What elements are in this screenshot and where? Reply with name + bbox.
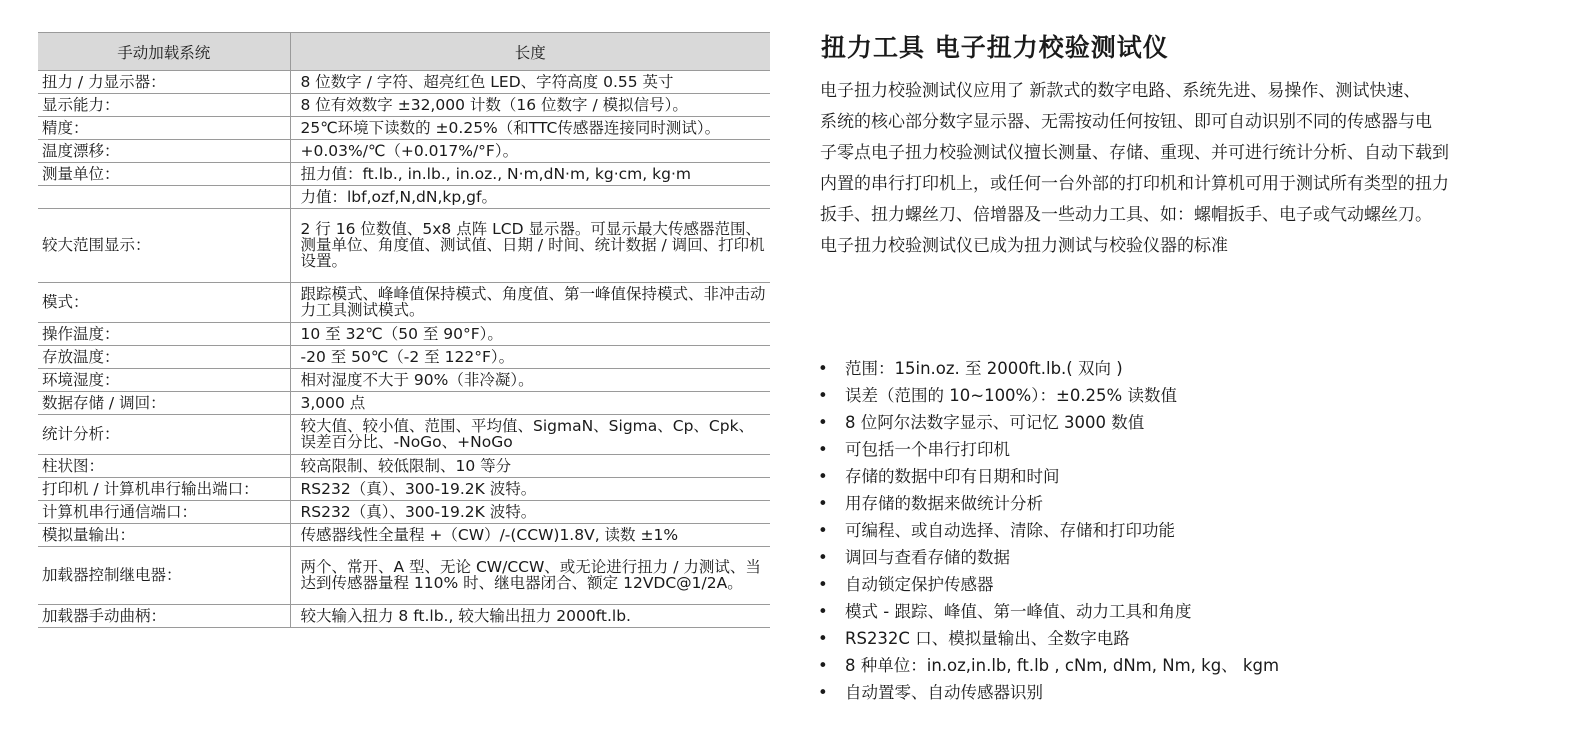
table-row <box>38 186 770 209</box>
table-row <box>38 501 770 524</box>
list-item <box>818 679 1279 706</box>
spec-key: 打印机 / 计算机串行输出端口： <box>38 478 290 501</box>
spec-value: 扭力值：ft.lb., in.lb., in.oz., N·m,dN·m, kg·cm, kg·m <box>290 163 770 186</box>
list-item <box>818 355 1279 382</box>
feature-text: 用存储的数据来做统计分析 <box>845 494 1043 513</box>
bullet-icon: • <box>818 629 828 648</box>
bullet-icon: • <box>818 548 828 567</box>
spec-key: 柱状图： <box>38 455 290 478</box>
table-row <box>38 455 770 478</box>
spec-value: 25℃环境下读数的 ±0.25%（和TTC传感器连接同时测试）。 <box>290 117 770 140</box>
feature-text: 可包括一个串行打印机 <box>845 440 1010 459</box>
spec-key: 存放温度： <box>38 346 290 369</box>
spec-key: 计算机串行通信端口： <box>38 501 290 524</box>
bullet-icon: • <box>818 413 828 432</box>
list-item <box>818 625 1279 652</box>
spec-key: 环境湿度： <box>38 369 290 392</box>
bullet-icon: • <box>818 440 828 459</box>
feature-text: 范围：15in.oz. 至 2000ft.lb.( 双向 ) <box>845 359 1123 378</box>
spec-value: 2 行 16 位数值、5x8 点阵 LCD 显示器。可显示最大传感器范围、测量单位、角度值、测试值、日期 / 时间、统计数据 / 调回、打印机设置。 <box>290 209 770 283</box>
table-row <box>38 283 770 323</box>
bullet-icon: • <box>818 521 828 540</box>
table-row <box>38 209 770 283</box>
spec-value: 较大输入扭力 8 ft.lb., 较大输出扭力 2000ft.lb. <box>290 605 770 628</box>
spec-key: 操作温度： <box>38 323 290 346</box>
feature-text: 可编程、或自动选择、清除、存储和打印功能 <box>845 521 1175 540</box>
spec-key: 显示能力： <box>38 94 290 117</box>
header-length: 长度 <box>290 33 770 71</box>
spec-value: 8 位有效数字 ±32,000 计数（16 位数字 / 模拟信号）。 <box>290 94 770 117</box>
table-row <box>38 605 770 628</box>
feature-text: 误差（范围的 10~100%）：±0.25% 读数值 <box>845 386 1177 405</box>
spec-key: 数据存储 / 调回： <box>38 392 290 415</box>
bullet-icon: • <box>818 575 828 594</box>
spec-key: 精度： <box>38 117 290 140</box>
spec-value: -20 至 50℃（-2 至 122°F）。 <box>290 346 770 369</box>
feature-text: RS232C 口、模拟量输出、全数字电路 <box>845 629 1130 648</box>
table-row <box>38 415 770 455</box>
spec-value: 较大值、较小值、范围、平均值、SigmaN、Sigma、Cp、Cpk、误差百分比、-NoGo、+NoGo <box>290 415 770 455</box>
list-item <box>818 544 1279 571</box>
intro-line: 电子扭力校验测试仪应用了 新款式的数字电路、系统先进、易操作、测试快速、 <box>820 81 1421 101</box>
spec-key: 加载器控制继电器： <box>38 547 290 605</box>
product-intro <box>820 76 1520 262</box>
feature-text: 调回与查看存储的数据 <box>845 548 1010 567</box>
spec-value: +0.03%/℃（+0.017%/°F）。 <box>290 140 770 163</box>
spec-key: 扭力 / 力显示器： <box>38 71 290 94</box>
spec-value: 传感器线性全量程 +（CW）/-(CCW)1.8V, 读数 ±1% <box>290 524 770 547</box>
list-item <box>818 490 1279 517</box>
feature-text: 自动置零、自动传感器识别 <box>845 683 1043 702</box>
table-row <box>38 547 770 605</box>
table-row <box>38 524 770 547</box>
intro-line: 系统的核心部分数字显示器、无需按动任何按钮、即可自动识别不同的传感器与电 <box>820 112 1432 132</box>
table-row <box>38 392 770 415</box>
spec-key: 加载器手动曲柄： <box>38 605 290 628</box>
table-row <box>38 71 770 94</box>
spec-value: RS232（真）、300-19.2K 波特。 <box>290 478 770 501</box>
bullet-icon: • <box>818 656 828 675</box>
spec-value: 跟踪模式、峰峰值保持模式、角度值、第一峰值保持模式、非冲击动力工具测试模式。 <box>290 283 770 323</box>
list-item <box>818 382 1279 409</box>
spec-key: 测量单位： <box>38 163 290 186</box>
spec-key <box>38 186 290 209</box>
bullet-icon: • <box>818 683 828 702</box>
spec-value: 较高限制、较低限制、10 等分 <box>290 455 770 478</box>
table-row <box>38 478 770 501</box>
spec-key: 模拟量输出： <box>38 524 290 547</box>
list-item <box>818 598 1279 625</box>
table-row <box>38 140 770 163</box>
intro-line: 内置的串行打印机上，或任何一台外部的打印机和计算机可用于测试所有类型的扭力 <box>820 174 1449 194</box>
intro-line: 子零点电子扭力校验测试仪擅长测量、存储、重现、并可进行统计分析、自动下载到 <box>820 143 1449 163</box>
spec-value: 相对湿度不大于 90%（非冷凝）。 <box>290 369 770 392</box>
table-row <box>38 117 770 140</box>
list-item <box>818 436 1279 463</box>
table-row <box>38 163 770 186</box>
spec-value: 8 位数字 / 字符、超亮红色 LED、字符高度 0.55 英寸 <box>290 71 770 94</box>
bullet-icon: • <box>818 602 828 621</box>
spec-key: 统计分析： <box>38 415 290 455</box>
spec-key: 温度漂移： <box>38 140 290 163</box>
spec-key: 模式： <box>38 283 290 323</box>
list-item <box>818 463 1279 490</box>
bullet-icon: • <box>818 467 828 486</box>
spec-value: 3,000 点 <box>290 392 770 415</box>
intro-line: 电子扭力校验测试仪已成为扭力测试与校验仪器的标准 <box>820 236 1228 256</box>
list-item <box>818 652 1279 679</box>
list-item <box>818 517 1279 544</box>
list-item <box>818 571 1279 598</box>
header-system: 手动加载系统 <box>38 33 290 71</box>
table-row <box>38 94 770 117</box>
feature-text: 自动锁定保护传感器 <box>845 575 994 594</box>
bullet-icon: • <box>818 386 828 405</box>
feature-text: 8 种单位：in.oz,in.lb, ft.lb , cNm, dNm, Nm, kg、 kgm <box>845 656 1280 675</box>
feature-list <box>818 355 1279 706</box>
spec-value: 力值：lbf,ozf,N,dN,kp,gf。 <box>290 186 770 209</box>
spec-key: 较大范围显示： <box>38 209 290 283</box>
spec-value: RS232（真）、300-19.2K 波特。 <box>290 501 770 524</box>
feature-text: 8 位阿尔法数字显示、可记忆 3000 数值 <box>845 413 1145 432</box>
product-title: 扭力工具 电子扭力校验测试仪 <box>821 33 1169 62</box>
feature-text: 存储的数据中印有日期和时间 <box>845 467 1060 486</box>
table-row <box>38 323 770 346</box>
list-item <box>818 409 1279 436</box>
spec-table <box>38 32 770 628</box>
intro-line: 扳手、扭力螺丝刀、倍增器及一些动力工具、如：螺帽扳手、电子或气动螺丝刀。 <box>820 205 1432 225</box>
bullet-icon: • <box>818 359 828 378</box>
spec-value: 10 至 32℃（50 至 90°F）。 <box>290 323 770 346</box>
table-row <box>38 369 770 392</box>
table-header-row <box>38 33 770 71</box>
bullet-icon: • <box>818 494 828 513</box>
table-row <box>38 346 770 369</box>
spec-value: 两个、常开、A 型、无论 CW/CCW、或无论进行扭力 / 力测试、当达到传感器量程 110% 时、继电器闭合、额定 12VDC@1/2A。 <box>290 547 770 605</box>
feature-text: 模式 - 跟踪、峰值、第一峰值、动力工具和角度 <box>845 602 1192 621</box>
